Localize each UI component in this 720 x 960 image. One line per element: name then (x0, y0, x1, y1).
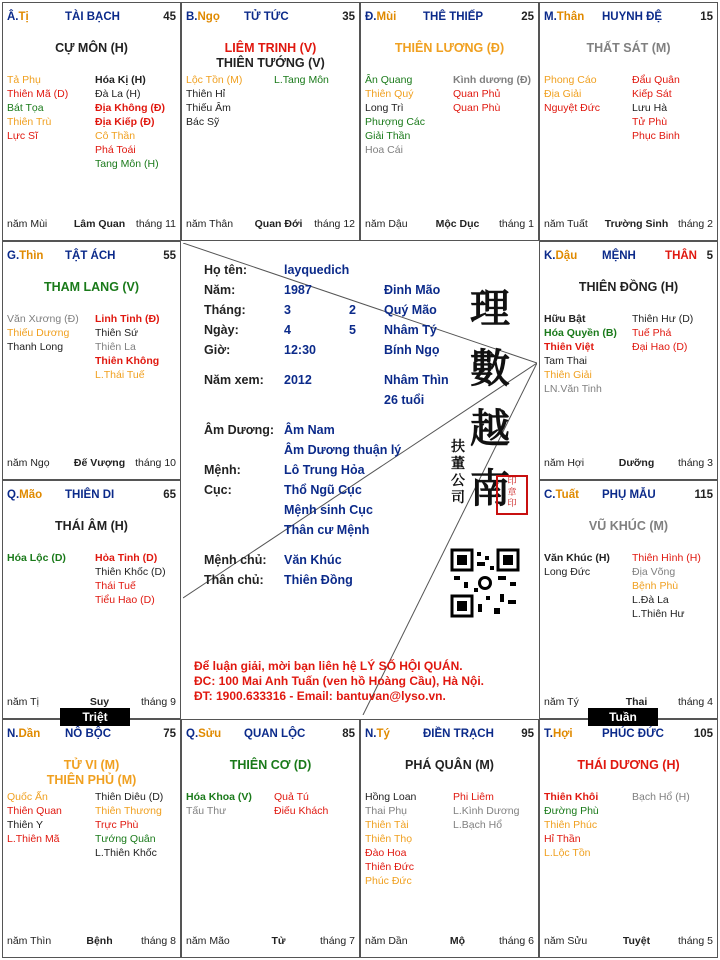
palace-position: T.Hợi (544, 728, 573, 740)
thang-label: Tháng: (204, 303, 246, 317)
star-column-right (453, 73, 531, 115)
main-stars (3, 41, 180, 56)
star-column-left (544, 73, 600, 115)
minor-star: Tiểu Hao (D) (95, 594, 155, 606)
palace-header (186, 11, 355, 25)
footer-left: năm Thân (186, 218, 234, 230)
footer-right: tháng 1 (498, 218, 534, 230)
palace-number: 35 (342, 11, 355, 23)
minor-star: Quốc Ấn (7, 791, 48, 803)
palace-footer (365, 218, 534, 232)
star-column-right (274, 790, 328, 818)
palace-header (7, 250, 176, 264)
minor-star: Thiên Hỉ (186, 88, 226, 100)
main-stars (182, 41, 359, 71)
palace-name: MỆNH (602, 250, 636, 262)
palace-than (539, 2, 718, 241)
minor-star: Điếu Khách (274, 805, 329, 817)
main-star: THIÊN CƠ (D) (229, 758, 312, 772)
star-column-left (7, 312, 79, 354)
main-stars (3, 280, 180, 295)
minor-star: Văn Xương (Đ) (7, 313, 79, 325)
minor-star: Phượng Các (365, 116, 426, 128)
main-stars (540, 280, 717, 295)
palace-name: PHÚC ĐỨC (602, 728, 664, 740)
footer-left: năm Dần (365, 935, 408, 947)
minor-star: L.Đà La (632, 594, 669, 606)
minor-star: Kiếp Sát (632, 88, 672, 100)
palace-number: 75 (163, 728, 176, 740)
main-star: PHÁ QUÂN (M) (405, 758, 494, 772)
main-stars (361, 41, 538, 56)
main-stars (3, 758, 180, 788)
main-stars (3, 519, 180, 534)
palace-header (544, 250, 713, 264)
main-star: THIÊN TƯỚNG (V) (216, 56, 325, 70)
palace-name: TỬ TỨC (244, 11, 289, 23)
footer-right: tháng 11 (135, 218, 176, 230)
minor-star: Tả Phụ (7, 74, 41, 86)
minor-star: Tuế Phá (632, 327, 672, 339)
minor-star: Thiên Khôi (544, 791, 599, 803)
palace-position: Â.Tị (7, 11, 29, 23)
star-column-right (95, 73, 165, 171)
minor-star: Giải Thần (365, 130, 411, 142)
minor-star: Hóa Lộc (D) (7, 552, 66, 564)
thang-value-2: 2 (349, 303, 356, 317)
palace-mao (2, 480, 181, 719)
minor-star: Tấu Thư (186, 805, 227, 817)
minor-star: Hỏa Tinh (D) (95, 552, 158, 564)
minor-star: L.Bạch Hổ (453, 819, 503, 831)
star-column-right (632, 551, 701, 621)
minor-star: Tử Phù (632, 116, 668, 128)
center-info-panel (183, 243, 537, 715)
ho-ten-value: layquedich (284, 263, 350, 277)
palace-number: 85 (342, 728, 355, 740)
main-stars (182, 758, 359, 773)
minor-star: Địa Võng (632, 566, 676, 578)
minor-star: Thiên Mã (D) (7, 88, 69, 100)
main-stars (361, 758, 538, 773)
palace-header (544, 489, 713, 503)
main-star: THÁI DƯƠNG (H) (577, 758, 680, 772)
thang-value: 3 (284, 303, 291, 317)
minor-star: Hoa Cái (365, 144, 403, 156)
palace-footer (7, 218, 176, 232)
footer-mid: Dưỡng (618, 457, 655, 469)
palace-name: QUAN LỘC (244, 728, 306, 740)
palace-ngo (181, 2, 360, 241)
palace-number: 55 (163, 250, 176, 262)
star-column-left (365, 790, 416, 888)
footer-left: năm Mùi (7, 218, 48, 230)
palace-number: 115 (694, 489, 713, 501)
palace-header (7, 11, 176, 25)
minor-star: Nguyệt Đức (544, 102, 601, 114)
minor-star: Thiên Quan (7, 805, 62, 817)
cuc-value-3: Thân cư Mệnh (284, 523, 370, 537)
palace-position: G.Thìn (7, 250, 44, 262)
palace-ti (360, 719, 539, 958)
main-star: THẤT SÁT (M) (586, 41, 671, 55)
ho-ten-label: Họ tên: (204, 263, 248, 277)
palace-name: TẬT ÁCH (65, 250, 116, 262)
footer-right: tháng 8 (140, 935, 176, 947)
palace-number: 65 (163, 489, 176, 501)
star-column-right (453, 790, 519, 832)
palace-tuat (539, 480, 718, 719)
palace-header (365, 11, 534, 25)
footer-left: năm Tuất (544, 218, 588, 230)
main-stars (540, 758, 717, 773)
palace-position: Đ.Mùi (365, 11, 397, 23)
main-star: THÁI ÂM (H) (55, 519, 128, 533)
minor-star: Thiên Thọ (365, 833, 413, 845)
palace-position: N.Tý (365, 728, 390, 740)
than-chu-value: Thiên Đồng (284, 573, 353, 587)
minor-star: Quan Phủ (453, 88, 501, 100)
palace-position: N.Dần (7, 728, 41, 740)
minor-star: Đại Hao (D) (632, 341, 688, 353)
minor-star: Hóa Kị (H) (95, 74, 146, 86)
minor-star: Thiên Y (7, 819, 43, 831)
minor-star: Thai Phụ (365, 805, 408, 817)
minor-star: Đà La (H) (95, 88, 141, 100)
minor-star: Quả Tú (274, 791, 309, 803)
minor-star: L.Kình Dương (453, 805, 520, 817)
minor-star: Tang Môn (H) (95, 158, 159, 170)
minor-star: L.Thiên Khốc (95, 847, 157, 859)
footer-left: năm Sửu (544, 935, 588, 947)
minor-star: Thiên Khốc (D) (95, 566, 166, 578)
menh-chu-label: Mệnh chủ: (204, 553, 267, 567)
minor-star: Long Trì (365, 102, 404, 114)
minor-star: Trực Phù (95, 819, 139, 831)
palace-footer (365, 935, 534, 949)
footer-right: tháng 9 (140, 696, 176, 708)
tuoi-value: 26 tuổi (384, 393, 425, 407)
palace-header (7, 489, 176, 503)
am-duong-value-2: Âm Dương thuận lý (284, 443, 402, 457)
main-star: THAM LANG (V) (43, 280, 140, 294)
ngay-value: 4 (284, 323, 291, 337)
main-star: CỰ MÔN (H) (55, 41, 128, 55)
minor-star: Phúc Đức (365, 875, 412, 887)
minor-star: Đường Phù (544, 805, 599, 817)
palace-footer (7, 457, 176, 471)
nam-can-chi: Đinh Mão (384, 283, 441, 297)
main-star: THIÊN LƯƠNG (Đ) (394, 41, 505, 55)
palace-header (544, 728, 713, 742)
footer-left: năm Tị (7, 696, 39, 708)
menh-label: Mệnh: (204, 463, 241, 477)
minor-star: L.Thiên Mã (7, 833, 60, 845)
footer-right: tháng 2 (677, 218, 713, 230)
minor-star: Văn Khúc (H) (544, 552, 610, 564)
nam-xem-value: 2012 (284, 373, 312, 387)
triet-marker: Triệt (60, 708, 130, 726)
palace-hoi (539, 719, 718, 958)
palace-footer (544, 218, 713, 232)
palace-header (186, 728, 355, 742)
footer-right: tháng 4 (677, 696, 713, 708)
footer-left: năm Mão (186, 935, 230, 947)
minor-star: Thiên Quý (365, 88, 414, 100)
palace-number: 45 (163, 11, 176, 23)
footer-mid: Suy (89, 696, 110, 708)
calligraphy-char-4: 南 (470, 465, 510, 512)
minor-star: L.Lộc Tồn (544, 847, 591, 859)
minor-star: Bát Tọa (7, 102, 44, 114)
menh-value: Lô Trung Hỏa (284, 463, 365, 477)
gio-label: Giờ: (204, 343, 231, 357)
calligraphy-char-2: 數 (470, 345, 510, 392)
tuan-marker: Tuần (588, 708, 658, 726)
main-star: THIÊN PHỦ (M) (46, 773, 137, 787)
contact-info (194, 659, 484, 704)
footer-mid: Đế Vượng (73, 457, 126, 469)
minor-star: Quan Phù (453, 102, 501, 114)
footer-mid: Mộc Dục (435, 218, 480, 230)
minor-star: Thiên Việt (544, 341, 594, 353)
minor-star: Bạch Hổ (H) (632, 791, 690, 803)
qr-code-icon (450, 548, 520, 618)
than-chu-label: Thân chủ: (204, 573, 264, 587)
minor-star: Kình dương (Đ) (453, 74, 532, 86)
palace-header (365, 728, 534, 742)
calligraphy-small: 扶 董 公 司 (451, 439, 465, 506)
footer-mid: Quan Đới (254, 218, 303, 230)
minor-star: Thiếu Âm (186, 102, 231, 114)
palace-suu (181, 719, 360, 958)
minor-star: Thiên Phúc (544, 819, 598, 831)
star-column-left (544, 790, 599, 860)
minor-star: Địa Giải (544, 88, 582, 100)
minor-star: Thiên Hình (H) (632, 552, 701, 564)
minor-star: Tướng Quân (95, 833, 156, 845)
palace-name: PHỤ MẪU (602, 489, 656, 501)
footer-right: tháng 10 (135, 457, 176, 469)
minor-star: Thiên Diêu (D) (95, 791, 164, 803)
star-column-left (544, 551, 610, 579)
palace-name: TÀI BẠCH (65, 11, 120, 23)
minor-star: Hóa Quyền (B) (544, 327, 617, 339)
palace-position: K.Dậu (544, 250, 578, 262)
minor-star: L.Thiên Hư (632, 608, 685, 620)
contact-line-1: Để luận giải, mời bạn liên hệ LÝ SỐ HỘI QUÁN. (194, 659, 463, 673)
nam-label: Năm: (204, 283, 236, 297)
palace-header (7, 728, 176, 742)
footer-mid: Lâm Quan (73, 218, 126, 230)
gio-value: 12:30 (284, 343, 316, 357)
minor-star: Long Đức (544, 566, 591, 578)
minor-star: Thái Tuế (95, 580, 136, 592)
palace-footer (7, 935, 176, 949)
calligraphy-char-1: 理 (470, 285, 510, 332)
footer-mid: Tuyệt (622, 935, 651, 947)
palace-position: Q.Sửu (186, 728, 222, 740)
minor-star: Thiên La (95, 341, 136, 353)
star-column-right (95, 312, 160, 382)
main-stars (540, 519, 717, 534)
minor-star: Thiên Tài (365, 819, 409, 831)
palace-name: THIÊN DI (65, 489, 115, 501)
minor-star: Tam Thai (544, 355, 587, 367)
nam-xem-label: Năm xem: (204, 373, 264, 387)
minor-star: Hóa Khoa (V) (186, 791, 252, 803)
star-column-right (632, 312, 693, 354)
palace-footer (186, 218, 355, 232)
star-column-left (365, 73, 425, 157)
menh-chu-value: Văn Khúc (284, 553, 342, 567)
footer-left: năm Dậu (365, 218, 408, 230)
footer-mid: Mộ (449, 935, 466, 947)
palace-dau (539, 241, 718, 480)
thang-can-chi: Quý Mão (384, 303, 437, 317)
gio-can-chi: Bính Ngọ (384, 343, 440, 357)
star-column-right (632, 790, 690, 804)
palace-number: 15 (700, 11, 713, 23)
palace-mui (360, 2, 539, 241)
star-column-right (95, 790, 163, 860)
star-column-left (7, 73, 68, 143)
red-seal-stamp: 印 章 印 (496, 475, 528, 515)
footer-left: năm Hợi (544, 457, 585, 469)
minor-star: Thiên Thương (95, 805, 162, 817)
minor-star: Địa Kiếp (Đ) (95, 116, 155, 128)
nam-value: 1987 (284, 283, 312, 297)
minor-star: Thiên Hư (D) (632, 313, 694, 325)
main-stars (540, 41, 717, 56)
minor-star: Bệnh Phù (632, 580, 679, 592)
minor-star: Thiếu Dương (7, 327, 70, 339)
palace-position: C.Tuất (544, 489, 579, 501)
nam-xem-can-chi: Nhâm Thìn (384, 373, 449, 387)
minor-star: Lưu Hà (632, 102, 668, 114)
minor-star: Hữu Bật (544, 313, 586, 325)
am-duong-label: Âm Dương: (204, 423, 275, 437)
footer-mid: Trường Sinh (604, 218, 669, 230)
palace-number: 5 (706, 250, 713, 262)
palace-name: HUYNH ĐỆ (602, 11, 663, 23)
am-duong-value: Âm Nam (284, 423, 335, 437)
footer-mid: Tử (271, 935, 286, 947)
palace-number: 25 (521, 11, 534, 23)
palace-name: NÔ BỘC (65, 728, 111, 740)
star-column-left (7, 551, 66, 565)
palace-position: M.Thân (544, 11, 585, 23)
star-column-right (632, 73, 680, 143)
minor-star: L.Tang Môn (274, 74, 329, 86)
main-star: LIÊM TRINH (V) (224, 41, 317, 55)
minor-star: Phá Toái (95, 144, 136, 156)
minor-star: Linh Tinh (Đ) (95, 313, 160, 325)
footer-left: năm Ngọ (7, 457, 50, 469)
minor-star: Địa Không (Đ) (95, 102, 165, 114)
palace-position: Q.Mão (7, 489, 43, 501)
star-column-right (274, 73, 329, 87)
star-column-left (186, 73, 242, 129)
palace-number: 95 (521, 728, 534, 740)
minor-star: Cô Thần (95, 130, 136, 142)
main-star: TỬ VI (M) (63, 758, 120, 772)
footer-right: tháng 3 (677, 457, 713, 469)
main-star: VŨ KHÚC (M) (588, 519, 669, 533)
palace-thin (2, 241, 181, 480)
minor-star: LN.Văn Tinh (544, 383, 602, 395)
ngay-value-2: 5 (349, 323, 356, 337)
minor-star: Bác Sỹ (186, 116, 220, 128)
star-column-right (95, 551, 166, 607)
minor-star: Đào Hoa (365, 847, 407, 859)
footer-right: tháng 5 (677, 935, 713, 947)
palace-number: 105 (693, 728, 713, 740)
palace-name: ĐIỀN TRẠCH (423, 728, 494, 740)
minor-star: L.Thái Tuế (95, 369, 145, 381)
minor-star: Thiên Trù (7, 116, 52, 128)
minor-star: Đẩu Quân (632, 74, 680, 86)
minor-star: Thiên Giải (544, 369, 592, 381)
minor-star: Lực Sĩ (7, 130, 38, 142)
minor-star: Hỉ Thần (544, 833, 581, 845)
footer-right: tháng 7 (319, 935, 355, 947)
ngay-can-chi: Nhâm Tý (384, 323, 437, 337)
star-column-left (7, 790, 62, 846)
palace-footer (544, 457, 713, 471)
main-star: THIÊN ĐỒNG (H) (578, 280, 679, 294)
contact-line-2: ĐC: 100 Mai Anh Tuấn (ven hồ Hoàng Cầu), Hà Nội. (194, 674, 485, 688)
cuc-label: Cục: (204, 483, 232, 497)
palace-header (544, 11, 713, 25)
footer-left: năm Thìn (7, 935, 52, 947)
contact-line-3: ĐT: 1900.633316 - Email: bantuvan@lyso.vn. (194, 689, 446, 703)
cuc-value: Thổ Ngũ Cục (284, 483, 362, 497)
minor-star: Phục Binh (632, 130, 680, 142)
cuc-value-2: Mệnh sinh Cục (284, 503, 373, 517)
calligraphy-char-3: 越 (470, 405, 510, 452)
minor-star: Thiên Không (95, 355, 160, 367)
minor-star: Phong Cáo (544, 74, 597, 86)
palace-position: B.Ngọ (186, 11, 220, 23)
minor-star: Lộc Tồn (M) (186, 74, 243, 86)
palace-ty (2, 2, 181, 241)
minor-star: Thanh Long (7, 341, 64, 353)
minor-star: Phi Liêm (453, 791, 494, 803)
footer-mid: Bệnh (86, 935, 113, 947)
minor-star: Thiên Đức (365, 861, 415, 873)
minor-star: Ân Quang (365, 74, 413, 86)
footer-mid: Thai (625, 696, 648, 708)
palace-footer (544, 935, 713, 949)
palace-name: THÊ THIẾP (423, 11, 484, 23)
footer-left: năm Tý (544, 696, 579, 708)
minor-star: Thiên Sứ (95, 327, 139, 339)
ngay-label: Ngày: (204, 323, 239, 337)
footer-right: tháng 6 (498, 935, 534, 947)
star-column-left (186, 790, 252, 818)
footer-right: tháng 12 (314, 218, 355, 230)
minor-star: Hồng Loan (365, 791, 417, 803)
palace-dan (2, 719, 181, 958)
than-marker: THÂN (665, 250, 697, 262)
palace-footer (186, 935, 355, 949)
star-column-left (544, 312, 617, 396)
